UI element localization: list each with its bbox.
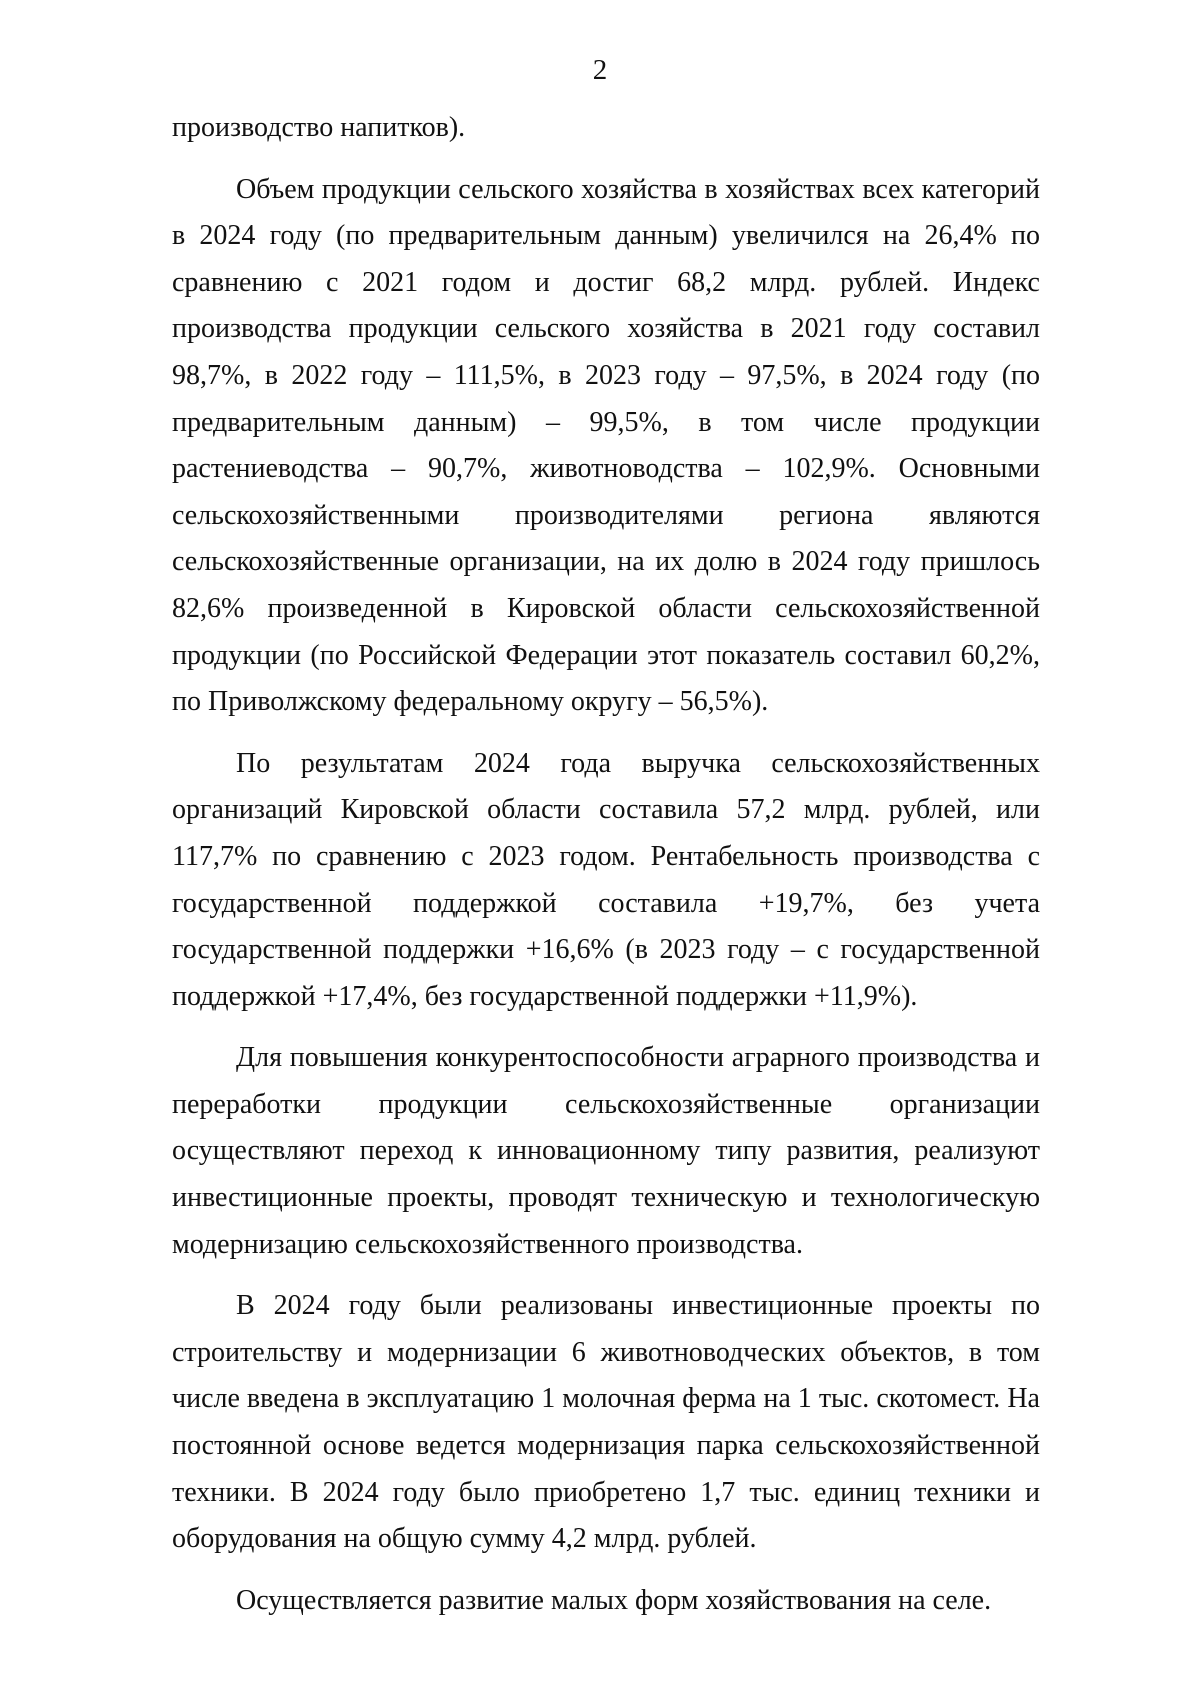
paragraph-continuation: производство напитков). xyxy=(172,112,466,143)
page-number: 2 xyxy=(592,54,608,86)
paragraph-investment-projects: В 2024 году были реализованы инвестиционные проекты по строительству и модернизации 6 животноводческих объектов, в том числе введена в эксплуатацию 1 молочная ферма на 1 тыс. скотомест. На постоянной основе ведется модернизация парка сельскохозяйственной техники. В 2024 году было приобретено 1,7 тыс. единиц техники и оборудования на общую сумму 4,2 млрд. рублей. xyxy=(172,1290,1040,1555)
paragraph-agricultural-output: Объем продукции сельского хозяйства в хозяйствах всех категорий в 2024 году (по предварительным данным) увеличился на 26,4% по сравнению с 2021 годом и достиг 68,2 млрд. рублей. Индекс производства продукции сельского хозяйства в 2021 году составил 98,7%, в 2022 году – 111,5%, в 2023 году – 97,5%, в 2024 году (по предварительным данным) – 99,5%, в том числе продукции растениеводства – 90,7%, животноводства – 102,9%. Основными сельскохозяйственными производителями региона являются сельскохозяйственные организации, на их долю в 2024 году пришлось 82,6% произведенной в Кировской области сельскохозяйственной продукции (по Российской Федерации этот показатель составил 60,2%, по Приволжскому федеральному округу – 56,5%). xyxy=(172,173,1040,718)
paragraph-revenue-profitability: По результатам 2024 года выручка сельскохозяйственных организаций Кировской области составила 57,2 млрд. рублей, или 117,7% по сравнению с 2023 годом. Рентабельность производства с государственной поддержкой составила +19,7%, без учета государственной поддержки +16,6% (в 2023 году – с государственной поддержкой +17,4%, без государственной поддержки +11,9%). xyxy=(172,747,1040,1012)
paragraph-competitiveness: Для повышения конкурентоспособности аграрного производства и переработки продукции сельскохозяйственные организации осуществляют переход к инновационному типу развития, реализуют инвестиционные проекты, проводят техническую и технологическую модернизацию сельскохозяйственного производства. xyxy=(172,1042,1040,1260)
body-text xyxy=(172,105,1040,1639)
paragraph-small-farms: Осуществляется развитие малых форм хозяйствования на селе. xyxy=(236,1584,992,1616)
